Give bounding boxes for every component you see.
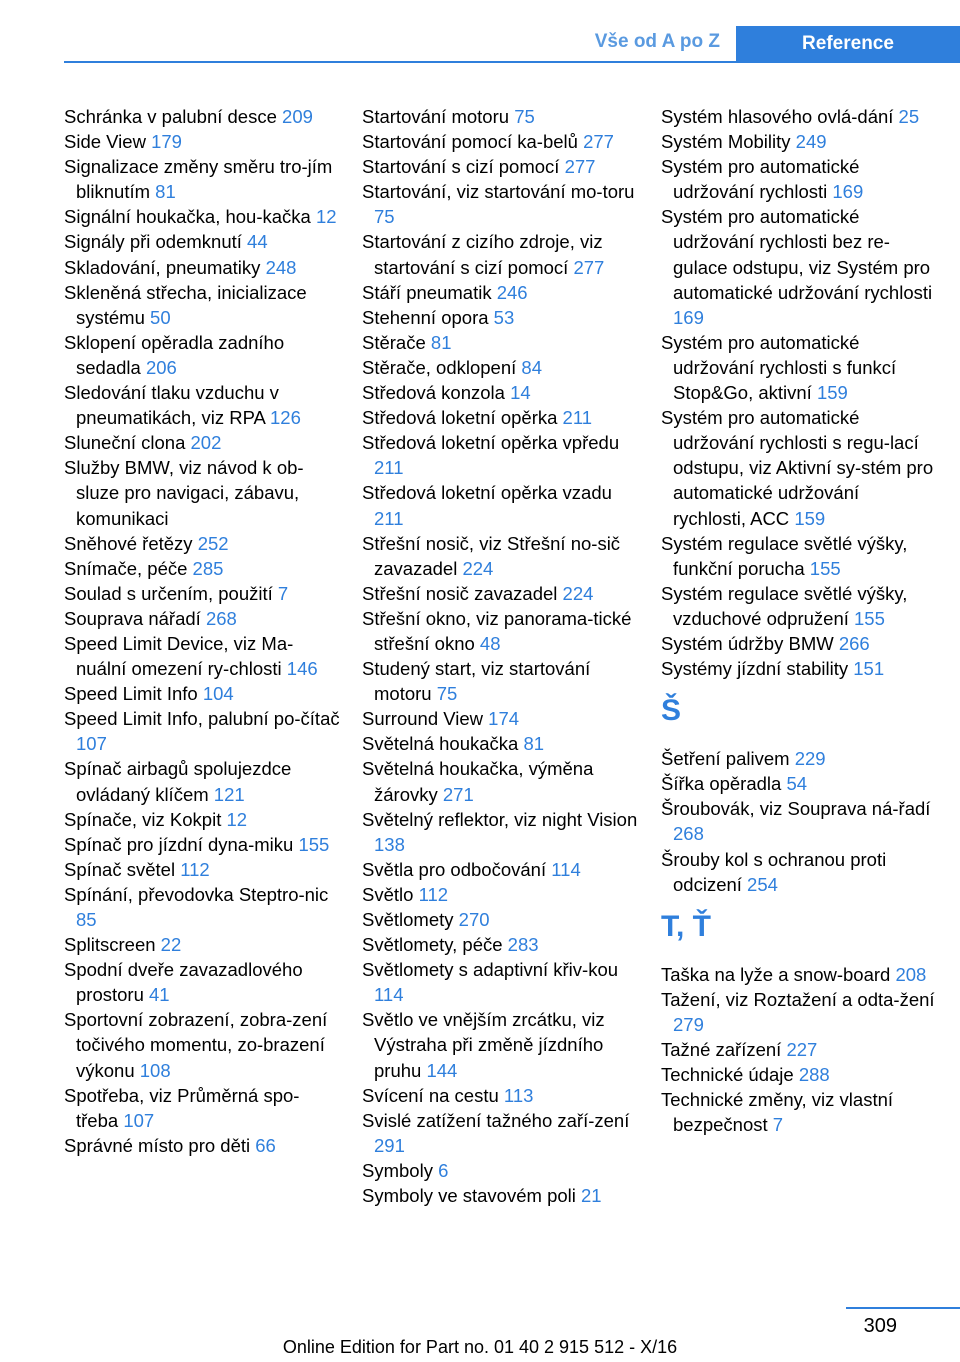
index-entry [362,280,638,305]
page-link[interactable]: 288 [798,1064,830,1086]
entry-term: Tažné zařízení [661,1039,782,1060]
index-entry [362,907,638,932]
entry-term: Signalizace změny směru tro‐jím bliknutím [64,156,333,203]
entry-term: Světlo [362,883,414,905]
entry-term: Svislé zatížení tažného zaří‐zení [362,1109,630,1131]
page-link[interactable]: 114 [374,984,404,1006]
index-entry [362,430,638,480]
entry-term: Soulad s určením, použití [64,582,273,604]
index-entry [362,807,638,857]
letter-heading: Š [661,694,682,728]
index-entry [362,932,638,957]
index-entry [362,1158,638,1183]
page-link[interactable]: 211 [374,457,404,479]
page-link[interactable]: 48 [479,632,501,654]
letter-heading: T, Ť [661,909,711,943]
page-link[interactable]: 104 [202,683,234,705]
index-entry [661,1062,937,1087]
entry-term: Spínače, viz Kokpit [64,808,222,830]
index-entry [64,129,340,154]
index-entry [661,796,937,846]
page-link[interactable]: 12 [315,206,337,228]
entry-term: Speed Limit Device, viz Ma‐nuální omezení ry‐chlosti [64,632,294,680]
entry-term: Šrouby kol s ochranou proti odcizení [661,848,887,895]
section-tab[interactable]: Vše od A po Z [594,31,720,52]
page-link[interactable]: 126 [270,407,301,429]
index-entry [362,857,638,882]
entry-term: Světla pro odbočování [362,858,547,880]
index-entry [64,882,340,932]
page-link[interactable]: 271 [442,783,474,805]
entry-term: Světlomety, péče [362,934,503,956]
index-entry [661,847,937,897]
page-link[interactable]: 81 [523,733,545,755]
page-link[interactable]: 254 [747,873,778,895]
entry-term: Skleněná střecha, inicializace systému [64,281,307,328]
entry-term: Stehenní opora [362,306,489,328]
entry-term: Sledování tlaku vzduchu v pneumatikách, viz RPA [64,382,279,429]
entry-term: Taška na lyže a snow‐board [661,963,891,985]
entry-term: Signální houkačka, hou‐kačka [64,206,311,228]
page-link[interactable]: 246 [496,281,528,303]
entry-term: Systém údržby BMW [661,632,834,654]
index-entry [661,154,937,204]
page-link[interactable]: 285 [192,557,224,579]
entry-term: Startování pomocí ka‐belů [362,131,578,153]
index-entry [362,731,638,756]
index-entry [661,1037,937,1062]
page-link[interactable]: 85 [76,909,97,930]
entry-term: Systém regulace světlé výšky, vzduchové odpružení [661,582,908,629]
index-entry [64,807,340,832]
index-entry [661,962,937,987]
index-column-3 [661,104,937,1137]
index-entry [64,531,340,556]
index-entry [362,305,638,330]
entry-term: Speed Limit Info [64,683,198,705]
page-link[interactable]: 277 [573,256,605,278]
index-entry [362,882,638,907]
page-link[interactable]: 84 [521,356,542,378]
page-link[interactable]: 66 [255,1134,276,1156]
index-entry [64,255,340,280]
index-entry [362,1007,638,1082]
page-link[interactable]: 53 [493,306,515,328]
entry-term: Stáří pneumatik [362,281,492,303]
footer-rule [846,1307,960,1309]
page-link[interactable]: 112 [180,858,210,880]
index-entry [64,706,340,756]
index-entry [661,1087,937,1137]
index-entry [362,656,638,706]
page-link[interactable]: 7 [772,1114,784,1136]
index-entry [661,656,937,681]
index-entry [362,104,638,129]
entry-term: Startování motoru [362,106,510,127]
index-entry [64,104,340,129]
entry-term: Systém pro automatické udržování rychlosti bez re‐gulace odstupu, viz Systém pro automatické udržování rychlosti [661,206,933,303]
entry-term: Spínač světel [64,858,176,880]
page-link[interactable]: 159 [816,382,848,404]
entry-term: Systém Mobility [661,131,791,153]
entry-term: Šroubovák, viz Souprava ná‐řadí [661,798,931,820]
index-entry [64,330,340,380]
page-link[interactable]: 107 [123,1109,155,1131]
page-link[interactable]: 25 [898,106,920,127]
entry-term: Středová loketní opěrka vpředu [362,432,620,454]
index-entry [661,631,937,656]
entry-term: Světlomety s adaptivní křiv‐kou [362,959,619,981]
index-entry [661,531,937,581]
index-entry [362,154,638,179]
page-link[interactable]: 155 [298,833,330,855]
index-entry [362,330,638,355]
page-link[interactable]: 229 [794,748,826,770]
entry-term: Světelná houkačka [362,733,519,755]
page-link[interactable]: 268 [205,607,237,629]
page-link[interactable]: 206 [145,356,177,378]
entry-term: Side View [64,131,146,153]
entry-term: Sluneční clona [64,432,186,454]
reference-tab[interactable]: Reference [736,26,960,62]
entry-term: Správné místo pro děti [64,1134,251,1156]
entry-term: Služby BMW, viz návod k ob‐sluze pro navigaci, zábavu, komunikaci [64,457,304,529]
entry-term: Spotřeba, viz Průměrná spo‐třeba [64,1084,300,1131]
page-link[interactable]: 202 [190,432,222,454]
index-entry [362,355,638,380]
entry-term: Snímače, péče [64,557,188,579]
page-link[interactable]: 224 [462,557,494,579]
entry-term: Spínač airbagů spolujezdce ovládaný klíčem [64,758,292,805]
entry-term: Skladování, pneumatiky [64,256,261,278]
index-entry [362,480,638,530]
index-entry [64,280,340,330]
page-link[interactable]: 6 [438,1159,449,1181]
page-link[interactable]: 44 [247,231,268,253]
entry-term: Tažení, viz Roztažení a odta‐žení [661,988,935,1010]
index-entry [64,430,340,455]
page-link[interactable]: 151 [853,658,885,680]
index-entry [64,832,340,857]
entry-term: Světlo ve vnějším zrcátku, viz Výstraha při změně jízdního pruhu [362,1009,605,1081]
index-entry [64,380,340,430]
page-link[interactable]: 113 [503,1084,534,1106]
index-entry [661,104,937,129]
entry-term: Spínání, převodovka Steptro‐nic [64,883,329,905]
index-entry [661,204,937,329]
entry-term: Systém pro automatické udržování rychlosti [661,156,860,203]
entry-term: Systém hlasového ovlá‐dání [661,106,894,127]
page-link[interactable]: 266 [838,632,870,654]
index-entry [64,631,340,681]
entry-term: Technické změny, viz vlastní bezpečnost [661,1089,894,1136]
entry-term: Šetření palivem [661,748,790,770]
entry-term: Speed Limit Info, palubní po‐čítač [64,708,340,730]
page-link[interactable]: 112 [418,883,449,905]
page-link[interactable]: 21 [581,1185,602,1207]
entry-term: Sněhové řetězy [64,532,193,554]
index-entry [362,1108,638,1158]
page-link[interactable]: 155 [854,607,885,629]
index-entry [362,1083,638,1108]
index-entry [64,1007,340,1082]
page-link[interactable]: 291 [374,1134,405,1156]
page-link[interactable]: 12 [226,808,248,830]
index-entry [362,1183,638,1208]
page-link[interactable]: 75 [374,206,395,228]
page-number: 309 [863,1315,897,1337]
index-entry [661,129,937,154]
index-entry [64,681,340,706]
entry-term: Středová konzola [362,382,505,404]
entry-term: Souprava nářadí [64,607,201,629]
page-link[interactable]: 144 [426,1059,458,1081]
header-rule [64,61,960,63]
page-link[interactable]: 277 [564,156,596,178]
index-entry [661,330,937,405]
index-entry [661,746,937,771]
index-column-2 [362,104,638,1208]
index-entry [362,229,638,279]
page-link[interactable]: 159 [794,507,826,529]
entry-term: Sklopení opěradla zadního sedadla [64,331,285,378]
entry-term: Světlomety [362,909,454,930]
entry-term: Systém regulace světlé výšky, funkční porucha [661,532,908,579]
page-link[interactable]: 75 [436,683,458,705]
index-entry [64,556,340,581]
page-link[interactable]: 108 [139,1059,171,1081]
page-link[interactable]: 283 [507,934,539,956]
page-link[interactable]: 169 [832,181,864,203]
page-link[interactable]: 81 [430,331,452,353]
entry-term: Symboly ve stavovém poli [362,1185,576,1207]
entry-term: Stěrače [362,331,426,353]
page-link[interactable]: 54 [786,773,808,795]
page-link[interactable]: 155 [809,557,841,579]
index-entry [661,405,937,530]
index-entry [362,581,638,606]
entry-term: Startování, viz startování mo‐toru [362,181,635,203]
page-link[interactable]: 227 [786,1039,818,1060]
entry-term: Splitscreen [64,934,156,956]
entry-term: Světelný reflektor, viz night Vision [362,808,638,830]
page-link[interactable]: 279 [673,1013,704,1035]
entry-term: Střešní nosič, viz Střešní no‐sič zavazadel [362,532,621,579]
page-link[interactable]: 138 [374,833,405,855]
entry-term: Startování z cizího zdroje, viz startování s cizí pomocí [362,231,603,278]
index-entry [362,405,638,430]
entry-term: Systémy jízdní stability [661,658,849,680]
entry-term: Symboly [362,1159,433,1181]
page-link[interactable]: 179 [151,131,182,153]
index-entry [64,229,340,254]
page-link[interactable]: 277 [583,131,614,153]
page-link[interactable]: 81 [155,181,176,203]
index-entry [64,606,340,631]
entry-term: Technické údaje [661,1064,794,1086]
entry-term: Svícení na cestu [362,1084,499,1106]
page-link[interactable]: 50 [150,306,171,328]
page-link[interactable]: 169 [673,306,704,328]
page-link[interactable]: 41 [149,984,170,1006]
index-entry [64,957,340,1007]
entry-term: Šířka opěradla [661,773,782,795]
index-entry [362,706,638,731]
index-entry [661,987,937,1037]
index-entry [362,179,638,229]
index-entry [64,581,340,606]
page-link[interactable]: 22 [160,934,182,956]
page-link[interactable]: 7 [277,582,289,604]
page-link[interactable]: 114 [551,858,581,880]
page-link[interactable]: 211 [374,507,404,529]
index-entry [661,771,937,796]
entry-term: Spodní dveře zavazadlového prostoru [64,959,303,1006]
entry-term: Schránka v palubní desce [64,106,277,127]
entry-term: Stěrače, odklopení [362,356,517,378]
page-link[interactable]: 146 [286,658,318,680]
page-link[interactable]: 208 [895,963,927,985]
page-link[interactable]: 270 [458,909,490,930]
index-entry [64,455,340,530]
entry-term: Signály při odemknutí [64,231,242,253]
entry-term: Středová loketní opěrka vzadu [362,482,612,504]
entry-term: Studený start, viz startování motoru [362,658,591,705]
index-entry [64,756,340,806]
entry-term: Střešní okno, viz panorama‐tické střešní okno [362,607,632,654]
page-link[interactable]: 209 [282,106,313,127]
page-link[interactable]: 75 [514,106,535,127]
page-link[interactable]: 249 [795,131,827,153]
page-link[interactable]: 14 [510,382,531,404]
entry-term: Surround View [362,708,484,730]
index-entry [64,857,340,882]
index-entry [64,932,340,957]
page-link[interactable]: 107 [76,733,107,755]
entry-term: Světelná houkačka, výměna žárovky [362,758,594,805]
page-link[interactable]: 121 [213,783,245,805]
index-entry [661,581,937,631]
index-entry [64,1133,340,1158]
index-entry [64,154,340,204]
index-entry [362,129,638,154]
index-entry [64,204,340,229]
page-link[interactable]: 224 [562,582,594,604]
index-entry [362,756,638,806]
index-column-1 [64,104,340,1158]
index-entry [362,531,638,581]
page-link[interactable]: 211 [562,407,593,429]
index-entry [64,1083,340,1133]
page-link[interactable]: 248 [265,256,297,278]
page-link[interactable]: 268 [673,823,704,845]
index-entry [362,380,638,405]
entry-term: Systém pro automatické udržování rychlosti s regu‐lací odstupu, viz Aktivní sy‐stém pro automatické udržování rychlosti, ACC [661,407,934,529]
entry-term: Startování s cizí pomocí [362,156,560,178]
index-entry [362,606,638,656]
page-link[interactable]: 174 [488,708,520,730]
entry-term: Spínač pro jízdní dyna‐miku [64,833,294,855]
index-entry [362,957,638,1007]
top-navigation [0,26,960,62]
entry-term: Středová loketní opěrka [362,407,558,429]
entry-term: Systém pro automatické udržování rychlosti s funkcí Stop&Go, aktivní [661,331,897,404]
edition-footer: Online Edition for Part no. 01 40 2 915 512 - X/16 [282,1337,678,1357]
entry-term: Střešní nosič zavazadel [362,582,558,604]
entry-term: Sportovní zobrazení, zobra‐zení točivého momentu, zo‐brazení výkonu [64,1009,328,1081]
page-link[interactable]: 252 [197,532,229,554]
